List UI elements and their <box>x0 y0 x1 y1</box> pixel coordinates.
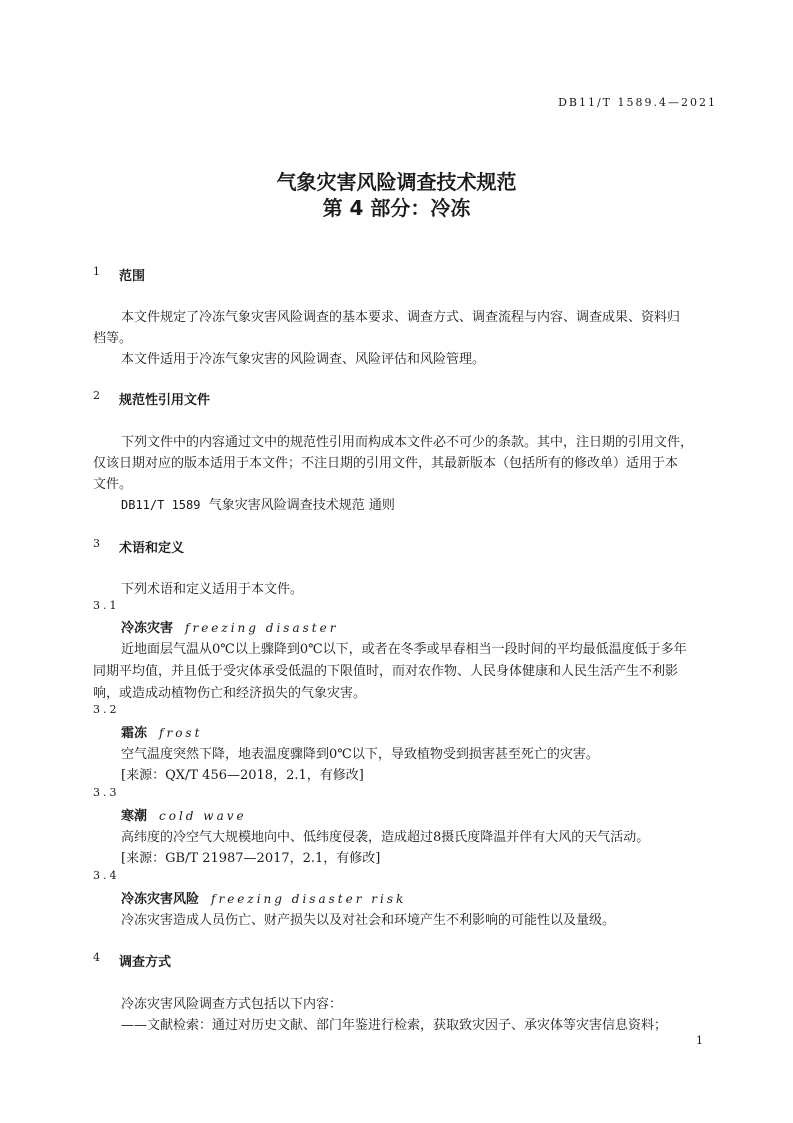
section-number: 4 <box>93 951 100 964</box>
section-heading-4 <box>93 951 393 969</box>
term-number: 3.1 <box>93 599 120 612</box>
term-english: freezing disaster <box>185 621 339 635</box>
reference-code: DB11/T 1589 <box>121 498 201 512</box>
paragraph-continued: 仅该日期对应的版本适用于本文件；不注日期的引用文件，其最新版本（包括所有的修改单）适用于本 <box>93 456 679 471</box>
paragraph: 冷冻灾害风险调查方式包括以下内容： <box>121 997 343 1012</box>
term-entry <box>121 617 338 636</box>
document-title: 气象灾害风险调查技术规范 <box>276 170 517 194</box>
document-subtitle: 第 4 部分：冷冻 <box>322 196 471 220</box>
term-definition: 高纬度的冷空气大规模地向中、低纬度侵袭，造成超过8摄氏度降温并伴有大风的天气活动。 <box>121 830 650 845</box>
section-heading-3 <box>93 537 393 555</box>
page-number: 1 <box>696 1034 703 1047</box>
term-number: 3.2 <box>93 703 120 716</box>
section-heading-2 <box>93 389 393 407</box>
term-chinese: 寒潮 <box>121 809 148 824</box>
term-definition: 冷冻灾害造成人员伤亡、财产损失以及对社会和环境产生不利影响的可能性以及量级。 <box>121 913 616 928</box>
term-number: 3.4 <box>93 869 120 882</box>
section-label: 范围 <box>119 269 146 284</box>
section-number: 3 <box>93 537 100 550</box>
section-label: 规范性引用文件 <box>119 393 211 408</box>
term-source: [来源：GB/T 21987—2017，2.1，有修改] <box>121 851 381 866</box>
term-definition-continued: 同期平均值，并且低于受灾体承受低温的下限值时，而对农作物、人民身体健康和人民生活产生不利影 <box>93 664 679 679</box>
paragraph: 本文件适用于冷冻气象灾害的风险调查、风险评估和风险管理。 <box>121 352 486 367</box>
term-source: [来源：QX/T 456—2018，2.1，有修改] <box>121 768 364 783</box>
term-number: 3.3 <box>93 786 120 799</box>
section-label: 术语和定义 <box>119 541 185 556</box>
section-number: 2 <box>93 389 100 402</box>
term-definition: 空气温度突然下降，地表温度骤降到0℃以下，导致植物受到损害甚至死亡的灾害。 <box>121 747 599 762</box>
term-english: frost <box>159 726 203 740</box>
term-entry <box>121 722 202 741</box>
term-chinese: 霜冻 <box>121 726 148 741</box>
term-english: cold wave <box>159 809 247 823</box>
section-label: 调查方式 <box>119 955 172 970</box>
section-heading-1 <box>93 265 393 283</box>
standard-code: DB11/T 1589.4—2021 <box>558 96 717 109</box>
term-entry <box>121 888 406 907</box>
normative-reference <box>121 494 395 513</box>
paragraph: 本文件规定了冷冻气象灾害风险调查的基本要求、调查方式、调查流程与内容、调查成果、资料归 <box>121 310 681 325</box>
paragraph-continued: 档等。 <box>93 331 133 346</box>
term-chinese: 冷冻灾害风险 <box>121 892 200 907</box>
section-number: 1 <box>93 265 100 278</box>
reference-title: 气象灾害风险调查技术规范 通则 <box>208 498 395 513</box>
term-definition-continued: 响，或造成动植物伤亡和经济损失的气象灾害。 <box>93 686 367 701</box>
term-english: freezing disaster risk <box>211 892 407 906</box>
paragraph: 下列术语和定义适用于本文件。 <box>121 582 304 597</box>
paragraph: 下列文件中的内容通过文中的规范性引用而构成本文件必不可少的条款。其中，注日期的引用文件， <box>121 435 694 450</box>
paragraph-continued: 文件。 <box>93 477 133 492</box>
list-item: ——文献检索：通过对历史文献、部门年鉴进行检索，获取致灾因子、承灾体等灾害信息资料； <box>121 1018 668 1033</box>
term-definition: 近地面层气温从0℃以上骤降到0℃以下，或者在冬季或早春相当一段时间的平均最低温度低于多年 <box>121 642 687 657</box>
term-entry <box>121 805 247 824</box>
term-chinese: 冷冻灾害 <box>121 621 174 636</box>
